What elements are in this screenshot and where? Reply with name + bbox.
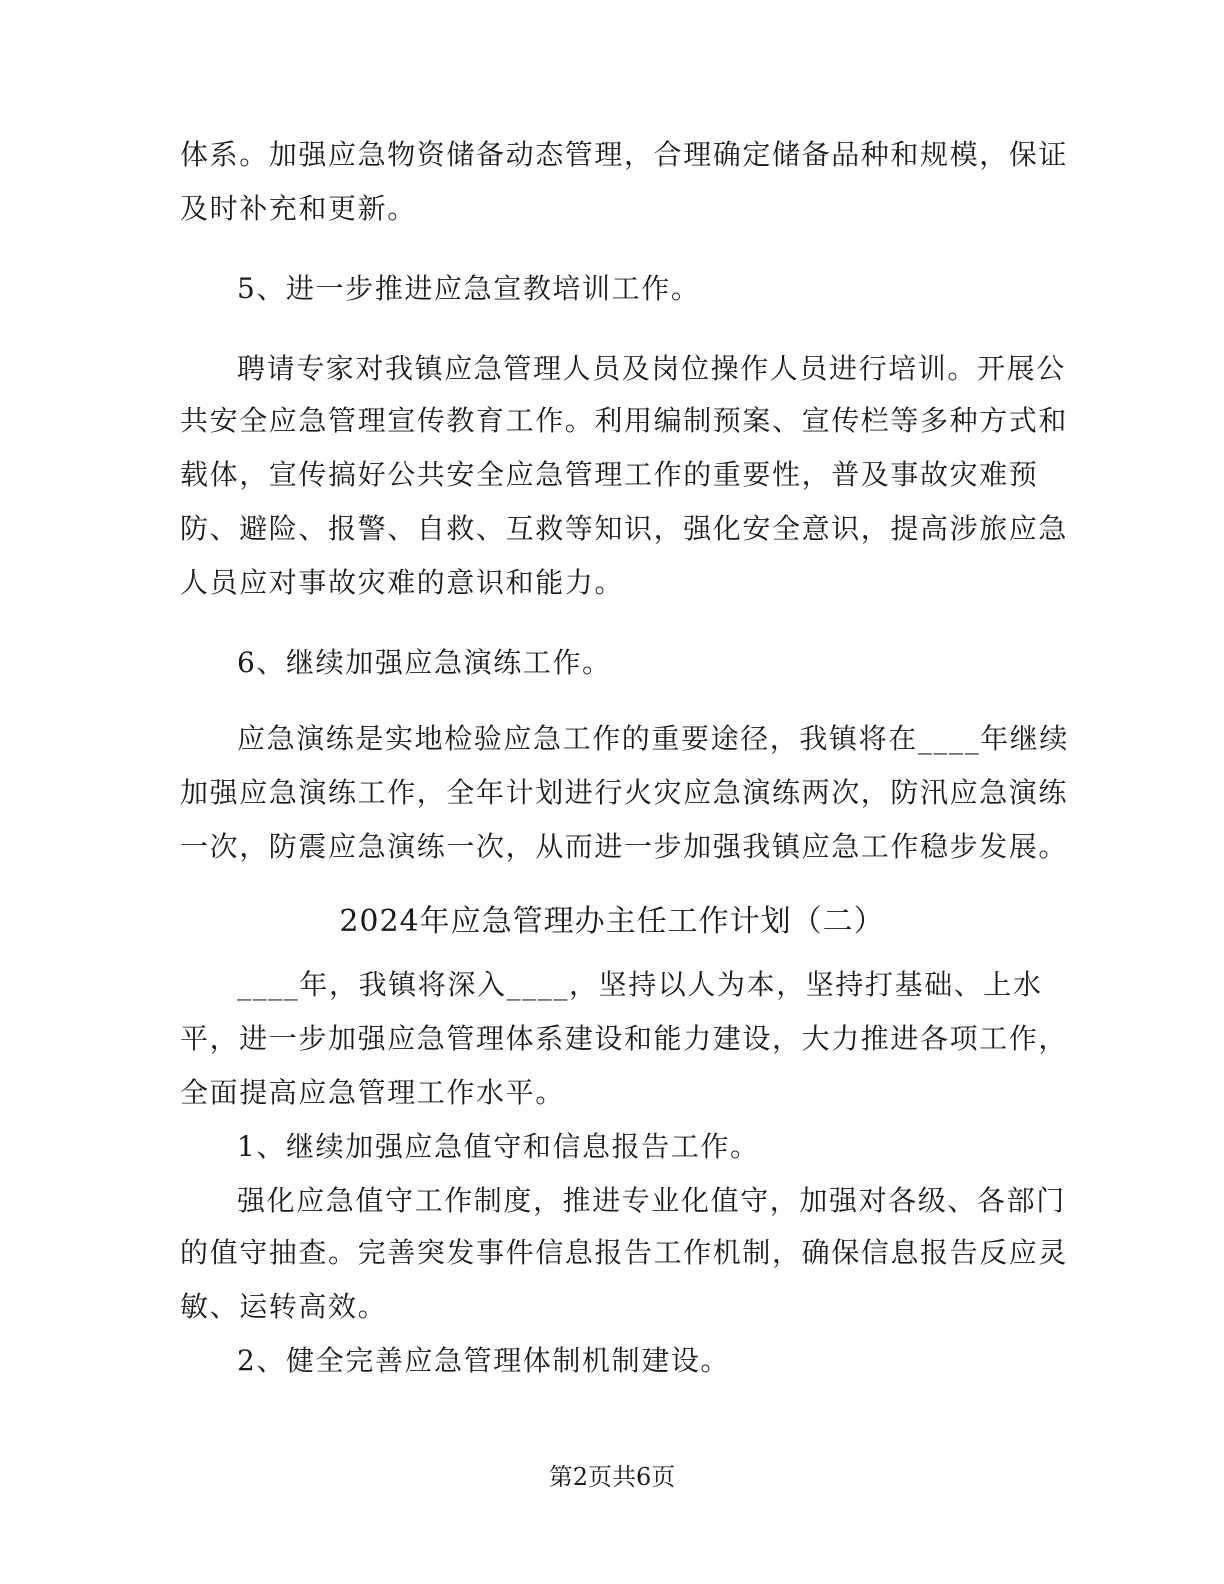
paragraph-line: 平，进一步加强应急管理体系建设和能力建设，大力推进各项工作， — [180, 1022, 1069, 1055]
paragraph-line: 载体，宣传搞好公共安全应急管理工作的重要性，普及事故灾难预 — [180, 458, 1039, 491]
paragraph-line: 人员应对事故灾难的意识和能力。 — [180, 566, 625, 599]
paragraph-line: 防、避险、报警、自救、互救等知识，强化安全意识，提高涉旅应急 — [180, 512, 1069, 545]
page-number: 第2页共6页 — [548, 1463, 676, 1491]
paragraph-line: 敏、运转高效。 — [180, 1290, 388, 1323]
section-heading: 6、继续加强应急演练工作。 — [237, 646, 612, 679]
section-title: 2024年应急管理办主任工作计划（二） — [339, 904, 885, 939]
paragraph-line: 的值守抽查。完善突发事件信息报告工作机制，确保信息报告反应灵 — [180, 1236, 1069, 1269]
paragraph-line: 加强应急演练工作，全年计划进行火灾应急演练两次，防汛应急演练 — [180, 776, 1069, 809]
paragraph-line: 全面提高应急管理工作水平。 — [180, 1076, 565, 1109]
paragraph-line: 强化应急值守工作制度，推进专业化值守，加强对各级、各部门 — [237, 1184, 1066, 1217]
list-item-heading: 2、健全完善应急管理体制机制建设。 — [237, 1344, 731, 1377]
paragraph-line: 聘请专家对我镇应急管理人员及岗位操作人员进行培训。开展公 — [237, 352, 1066, 385]
paragraph-line: ____年，我镇将深入____，坚持以人为本，坚持打基础、上水 — [237, 968, 1043, 1001]
paragraph-line: 应急演练是实地检验应急工作的重要途径，我镇将在____年继续 — [237, 722, 1070, 755]
paragraph-line: 一次，防震应急演练一次，从而进一步加强我镇应急工作稳步发展。 — [180, 830, 1069, 863]
paragraph-line: 体系。加强应急物资储备动态管理，合理确定储备品种和规模，保证 — [180, 138, 1069, 171]
list-item-heading: 1、继续加强应急值守和信息报告工作。 — [237, 1130, 760, 1163]
paragraph-line: 及时补充和更新。 — [180, 192, 417, 225]
section-heading: 5、进一步推进应急宣教培训工作。 — [237, 272, 701, 305]
paragraph-line: 共安全应急管理宣传教育工作。利用编制预案、宣传栏等多种方式和 — [180, 404, 1069, 437]
